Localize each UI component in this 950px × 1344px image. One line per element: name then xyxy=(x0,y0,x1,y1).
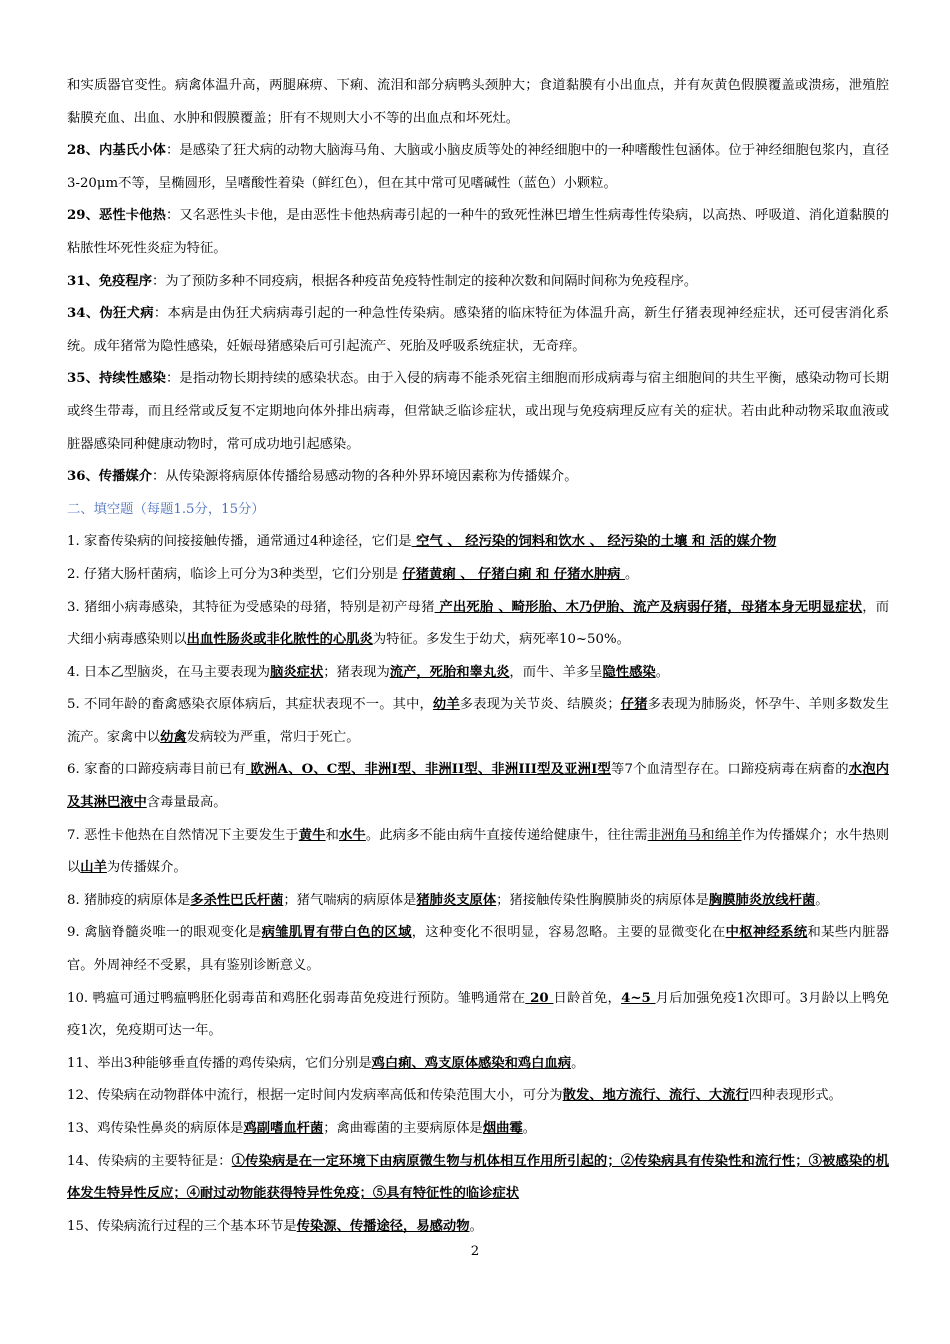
term-label: 35、持续性感染 xyxy=(67,371,166,387)
body-text: 4. 日本乙型脑炎，在马主要表现为 xyxy=(67,664,271,680)
answer-text: 烟曲霉 xyxy=(482,1121,523,1136)
body-text: ：为了预防多种不同疫病，根据各种疫苗免疫特性制定的接种次数和间隔时间称为免疫程序。 xyxy=(152,273,698,289)
answer-text: 多杀性巴氏杆菌 xyxy=(190,892,284,908)
body-text: 。 xyxy=(655,664,669,680)
body-text: 。 xyxy=(571,1055,585,1071)
body-text: 。 xyxy=(625,566,639,582)
answer-text: 中枢神经系统 xyxy=(725,925,808,941)
answer-text: 鸡白痢、鸡支原体感染和鸡白血病 xyxy=(371,1055,572,1071)
body-text: 。 xyxy=(815,892,829,908)
paragraph-fill-5 xyxy=(67,689,889,754)
section-heading: 二、填空题（每题1.5分，15分） xyxy=(67,501,265,517)
paragraph-term-28 xyxy=(67,135,889,200)
answer-text: 4~5 xyxy=(621,990,656,1006)
term-label: 28、内基氏小体 xyxy=(67,143,166,159)
body-text: 5. 不同年龄的畜禽感染衣原体病后，其症状表现不一。其中， xyxy=(67,697,433,713)
answer-text: 幼禽 xyxy=(160,729,187,745)
body-text: 10. 鸭瘟可通过鸭瘟鸭胚化弱毒苗和鸡胚化弱毒苗免疫进行预防。雏鸭通常在 xyxy=(67,990,526,1006)
paragraph-fill-6 xyxy=(67,754,889,819)
answer-text: 出血性肠炎或非化脓性的心肌炎 xyxy=(186,632,373,648)
body-text: ；禽曲霉菌的主要病原体是 xyxy=(323,1121,483,1136)
body-text: 和某些内脏器官。外周神经不受累，具有鉴别诊断意义。 xyxy=(67,925,890,974)
answer-text: ①传染病是在一定环境下由病原微生物与机体相互作用所引起的；②传染病具有传染性和流行性；③被感染的机体发生特异性反应；④耐过动物能获得特异性免疫；⑤具有特征性的临诊症状 xyxy=(67,1153,889,1202)
body-text: ，这种变化不很明显，容易忽略。主要的显微变化在 xyxy=(411,925,726,941)
body-text: 13、鸡传染性鼻炎的病原体是 xyxy=(67,1121,244,1136)
body-text: ；猪接触传染性胸膜肺炎的病原体是 xyxy=(496,892,709,908)
body-text: ：从传染源将病原体传播给易感动物的各种外界环境因素称为传播媒介。 xyxy=(152,469,578,485)
answer-text: 空气 、 经污染的饲料和饮水 、 经污染的土壤 和 活的媒介物 xyxy=(411,534,777,550)
paragraph-term-36 xyxy=(67,461,889,494)
paragraph-fill-8 xyxy=(67,885,889,918)
body-text: ：本病是由伪狂犬病病毒引起的一种急性传染病。感染猪的临床特征为体温升高，新生仔猪表现神经症状，还可侵害消化系统。成年猪常为隐性感染，妊娠母猪感染后可引起流产、死胎及呼吸系统症状，无奇痒。 xyxy=(67,306,889,354)
body-text: 。此病多不能由病牛直接传递给健康牛，往往需 xyxy=(365,827,648,843)
paragraph-fill-10 xyxy=(67,983,889,1048)
answer-text: 水牛 xyxy=(339,827,366,843)
answer-text: 胸膜肺炎放线杆菌 xyxy=(708,892,816,908)
body-text: ：是感染了狂犬病的动物大脑海马角、大脑或小脑皮质等处的神经细胞中的一种嗜酸性包涵体。位于神经细胞包浆内，直径3-20μm不等，呈椭圆形，呈嗜酸性着染（鲜红色），但在其中常可见嗜碱性（蓝色）小颗粒。 xyxy=(67,143,889,191)
body-text: 和 xyxy=(325,827,339,843)
body-text: 等7个血清型存在。口蹄疫病毒在病畜的 xyxy=(610,762,849,778)
paragraph-fill-13 xyxy=(67,1113,889,1146)
body-text: 多表现为关节炎、结膜炎； xyxy=(459,697,621,713)
page-number: 2 xyxy=(470,1244,480,1259)
body-text: 为特征。多发生于幼犬，病死率10~50%。 xyxy=(372,632,630,648)
answer-text: 仔猪黄痢 、 仔猪白痢 和 仔猪水肿病 xyxy=(402,566,626,582)
body-text: ：又名恶性头卡他，是由恶性卡他热病毒引起的一种牛的致死性淋巴增生性病毒性传染病，以高热、呼吸道、消化道黏膜的粘脓性坏死性炎症为特征。 xyxy=(67,208,889,256)
paragraph-fill-2 xyxy=(67,559,889,592)
body-text: 和实质器官变性。病禽体温升高，两腿麻痹、下痢、流泪和部分病鸭头颈肿大；食道黏膜有小出血点，并有灰黄色假膜覆盖或溃疡，泄殖腔黏膜充血、出血、水肿和假膜覆盖；肝有不规则大小不等的出血点和坏死灶。 xyxy=(67,78,889,126)
document-page-body xyxy=(67,70,889,1243)
paragraph-fill-3 xyxy=(67,592,889,657)
body-text: 11、举出3种能够垂直传播的鸡传染病，它们分别是 xyxy=(67,1055,372,1071)
answer-text: 猪肺炎支原体 xyxy=(416,892,497,908)
paragraph-term-35 xyxy=(67,363,889,461)
body-text: 日龄首免， xyxy=(553,990,622,1006)
paragraph-section-heading xyxy=(67,494,889,527)
paragraph-fill-14 xyxy=(67,1146,889,1211)
paragraph-fill-12 xyxy=(67,1080,889,1113)
body-text: 2. 仔猪大肠杆菌病，临诊上可分为3种类型，它们分别是 xyxy=(67,566,403,582)
body-text: 7. 恶性卡他热在自然情况下主要发生于 xyxy=(67,827,299,843)
body-text: ；猪气喘病的病原体是 xyxy=(283,892,417,908)
paragraph-fill-1 xyxy=(67,526,889,559)
body-text: 多表现为肺肠炎，怀孕牛、羊则多数发生流产。家禽中以 xyxy=(67,697,890,745)
body-text: 作为传播媒介；水牛热则以 xyxy=(67,827,890,876)
body-text: ，而牛、羊多呈 xyxy=(509,664,603,680)
body-text: 6. 家畜的口蹄疫病毒目前已有 xyxy=(67,762,246,778)
body-text: 12、传染病在动物群体中流行，根据一定时间内发病率高低和传染范围大小，可分为 xyxy=(67,1088,563,1104)
answer-text: 非洲角马和绵羊 xyxy=(647,827,742,843)
paragraph-fill-15 xyxy=(67,1211,889,1244)
term-label: 29、恶性卡他热 xyxy=(67,208,166,224)
paragraph-fill-11 xyxy=(67,1048,889,1081)
answer-text: 鸡副嗜血杆菌 xyxy=(243,1121,324,1136)
paragraph-fill-9 xyxy=(67,917,889,982)
answer-text: 流产，死胎和睾丸炎 xyxy=(389,664,510,680)
body-text: 1. 家畜传染病的间接接触传播，通常通过4种途径，它们是 xyxy=(67,534,412,550)
paragraph-fill-4 xyxy=(67,657,889,690)
body-text: ；猪表现为 xyxy=(323,664,390,680)
answer-text: 传染源、传播途径，易感动物 xyxy=(296,1218,470,1234)
answer-text: 幼羊 xyxy=(432,697,460,713)
answer-text: 水泡内及其淋巴液中 xyxy=(67,762,889,811)
term-label: 36、传播媒介 xyxy=(67,469,152,485)
paragraph-cont-27 xyxy=(67,70,889,135)
answer-text: 散发、地方流行、流行、大流行 xyxy=(562,1088,749,1104)
body-text: 月后加强免疫1次即可。3月龄以上鸭免疫1次，免疫期可达一年。 xyxy=(67,990,890,1039)
body-text: 3. 猪细小病毒感染，其特征为受感染的母猪，特别是初产母猪 xyxy=(67,599,435,615)
body-text: 四种表现形式。 xyxy=(748,1088,842,1104)
answer-text: 隐性感染 xyxy=(602,664,656,680)
body-text: ：是指动物长期持续的感染状态。由于入侵的病毒不能杀死宿主细胞而形成病毒与宿主细胞间的共生平衡，感染动物可长期或终生带毒，而且经常或反复不定期地向体外排出病毒，但常缺乏临诊症状，或出现与免疫病理反应有关的症状。若由此种动物采取血液或脏器感染同种健康动物时，常可成功地引起感染。 xyxy=(67,371,889,452)
paragraph-fill-7 xyxy=(67,820,889,885)
body-text: 8. 猪肺疫的病原体是 xyxy=(67,892,191,908)
body-text: 15、传染病流行过程的三个基本环节是 xyxy=(67,1218,297,1234)
answer-text: 黄牛 xyxy=(298,827,326,843)
term-label: 31、免疫程序 xyxy=(67,273,152,289)
answer-text: 仔猪 xyxy=(620,697,648,713)
body-text: 14、传染病的主要特征是： xyxy=(67,1153,232,1169)
answer-text: 产出死胎 、畸形胎、木乃伊胎、流产及病弱仔猪，母猪本身无明显症状 xyxy=(434,599,863,615)
answer-text: 病雏肌胃有带白色的区域 xyxy=(261,925,412,941)
paragraph-term-34 xyxy=(67,298,889,363)
answer-text: 20 xyxy=(525,990,554,1006)
paragraph-term-31 xyxy=(67,266,889,299)
answer-text: 脑炎症状 xyxy=(270,664,324,680)
answer-text: 山羊 xyxy=(80,860,107,876)
body-text: 含毒量最高。 xyxy=(146,795,227,811)
body-text: ，而犬细小病毒感染则以 xyxy=(67,599,889,648)
body-text: 。 xyxy=(522,1121,537,1136)
body-text: 为传播媒介。 xyxy=(106,860,187,876)
body-text: 。 xyxy=(469,1218,483,1234)
answer-text: 欧洲A、O、C型、非洲I型、非洲II型、非洲III型及亚洲I型 xyxy=(245,762,611,778)
body-text: 9. 禽脑脊髓炎唯一的眼观变化是 xyxy=(67,925,262,941)
term-label: 34、伪狂犬病 xyxy=(67,306,154,322)
body-text: 发病较为严重，常归于死亡。 xyxy=(186,729,360,745)
paragraph-term-29 xyxy=(67,200,889,265)
